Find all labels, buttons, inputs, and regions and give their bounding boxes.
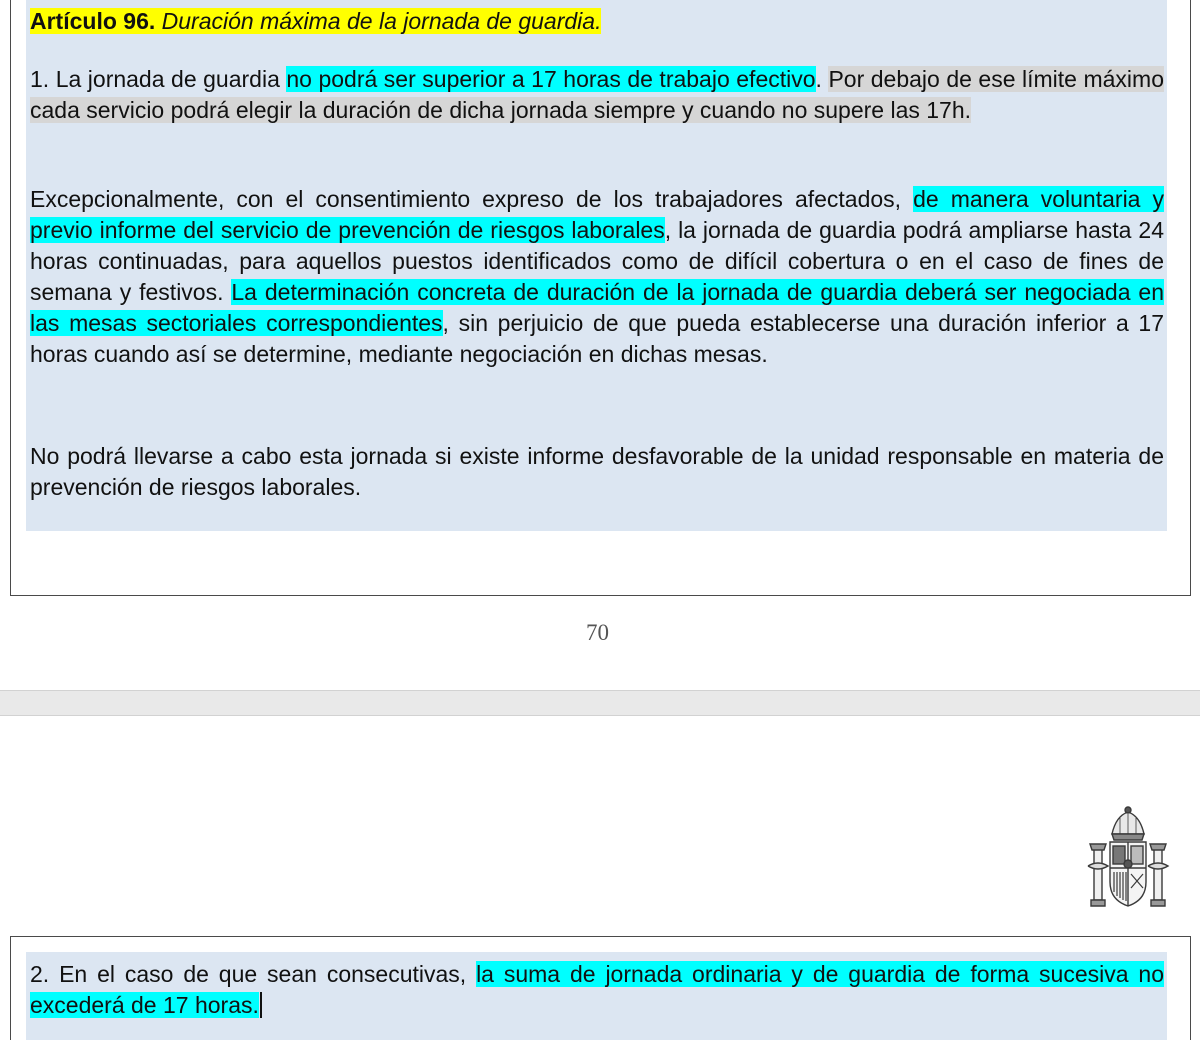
paragraph-3: No podrá llevarse a cabo esta jornada si existe informe desfavorable de la unidad responsable en materia de prevención de riesgos laborales. (30, 443, 1164, 500)
highlight-gray: Por debajo de ese límite máximo cada servicio podrá elegir la duración de dicha jornada siempre y cuando no supere las 17h. (30, 66, 1164, 123)
coat-of-arms-icon (1086, 804, 1170, 916)
paragraph-1: 1. La jornada de guardia no podrá ser superior a 17 horas de trabajo efectivo. Por debajo de ese límite máximo cada servicio podrá elegir la duración de dicha jornada siempre y cuando no supere las 17h. (30, 66, 1164, 123)
page-separator (0, 690, 1200, 716)
page-2-paragraph[interactable]: 2. En el caso de que sean consecutivas, la suma de jornada ordinaria y de guardia de forma sucesiva no excederá de 17 horas. (30, 961, 1164, 1018)
page-number: 70 (586, 620, 609, 645)
text-cursor (260, 992, 262, 1018)
article-title: Duración máxima de la jornada de guardia. (161, 8, 602, 34)
highlight-cyan: La determinación concreta de duración de la jornada de guardia deberá ser negociada en las mesas sectoriales correspondientes (30, 279, 1164, 336)
article-number: Artículo 96. (30, 8, 156, 34)
highlight-cyan: no podrá ser superior a 17 horas de trabajo efectivo (286, 66, 816, 92)
article-heading (30, 6, 1164, 37)
highlight-cyan: la suma de jornada ordinaria y de guardia de forma sucesiva no excederá de 17 horas. (30, 961, 1164, 1018)
paragraph-2: Excepcionalmente, con el consentimiento expreso de los trabajadores afectados, de manera voluntaria y previo informe del servicio de prevención de riesgos laborales, la jornada de guardia podrá ampliarse hasta 24 horas continuadas, para aquellos puestos identificados como de difícil cobertura o en el caso de fines de semana y festivos. La determinación concreta de duración de la jornada de guardia deberá ser negociada en las mesas sectoriales correspondientes, sin perjuicio de que pueda establecerse una duración inferior a 17 horas cuando así se determine, mediante negociación en dichas mesas. (30, 186, 1165, 367)
highlight-cyan: de manera voluntaria y previo informe del servicio de prevención de riesgos laborales (30, 186, 1164, 243)
